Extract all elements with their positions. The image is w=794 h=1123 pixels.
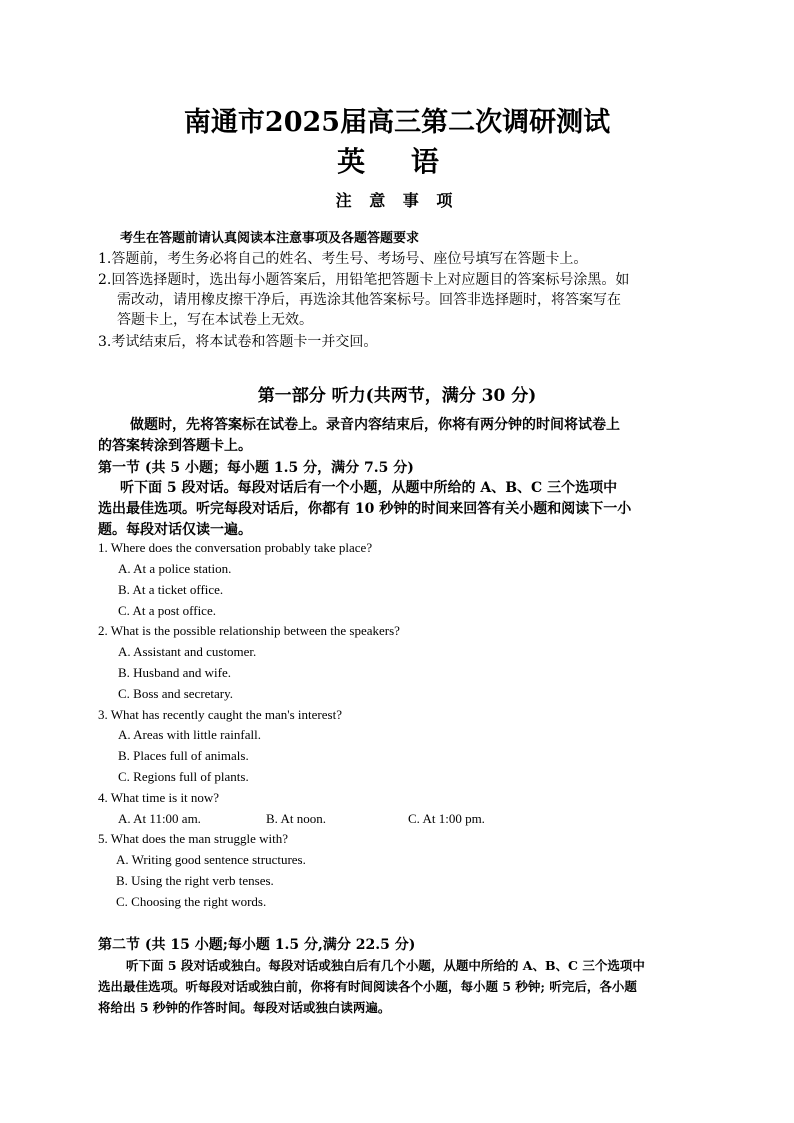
notice-heading: 考生在答题前请认真阅读本注意事项及各题答题要求 bbox=[120, 231, 420, 246]
section-2-instruction-line-3: 将给出 5 秒钟的作答时间。每段对话或独白读两遍。 bbox=[98, 1000, 391, 1015]
notice-item-1: 1.答题前，考生务必将自己的姓名、考生号、考场号、座位号填写在答题卡上。 bbox=[98, 251, 588, 267]
question-2-option-a: A. Assistant and customer. bbox=[118, 644, 257, 659]
part-1-title: 第一部分 听力(共两节，满分 30 分) bbox=[257, 386, 537, 406]
question-1-option-a: A. At a police station. bbox=[118, 561, 232, 576]
question-5-option-a: A. Writing good sentence structures. bbox=[116, 852, 306, 867]
exam-title: 南通市2025届高三第二次调研测试 bbox=[183, 107, 611, 138]
question-1-option-b: B. At a ticket office. bbox=[118, 582, 224, 597]
question-1-option-c: C. At a post office. bbox=[118, 603, 216, 618]
section-1-instruction-line-1: 听下面 5 段对话。每段对话后有一个小题，从题中所给的 A、B、C 三个选项中 bbox=[120, 480, 618, 496]
question-5-option-b: B. Using the right verb tenses. bbox=[116, 873, 274, 888]
question-4-option-b: B. At noon. bbox=[266, 811, 326, 826]
question-3-option-c: C. Regions full of plants. bbox=[118, 769, 249, 784]
section-2-instruction-line-2: 选出最佳选项。听每段对话或独白前，你将有时间阅读各个小题，每小题 5 秒钟; 听完后，各小题 bbox=[98, 979, 637, 994]
question-3-option-b: B. Places full of animals. bbox=[118, 748, 249, 763]
notice-item-2-line-3: 答题卡上，写在本试卷上无效。 bbox=[117, 312, 313, 328]
section-1-instruction-line-2: 选出最佳选项。听完每段对话后，你都有 10 秒钟的时间来回答有关小题和阅读下一小 bbox=[98, 501, 632, 517]
question-4-option-a: A. At 11:00 am. bbox=[118, 811, 201, 826]
section-1-instruction-line-3: 题。每段对话仅读一遍。 bbox=[98, 522, 252, 538]
notice-item-2-line-2: 需改动，请用橡皮擦干净后，再选涂其他答案标号。回答非选择题时，将答案写在 bbox=[117, 292, 621, 308]
question-4: 4. What time is it now? bbox=[98, 790, 220, 805]
question-3-option-a: A. Areas with little rainfall. bbox=[118, 727, 261, 742]
notice-item-2-line-1: 2.回答选择题时，选出每小题答案后，用铅笔把答题卡上对应题目的答案标号涂黑。如 bbox=[98, 272, 630, 288]
part-1-intro-line-1: 做题时，先将答案标在试卷上。录音内容结束后，你将有两分钟的时间将试卷上 bbox=[130, 417, 620, 433]
question-4-option-c: C. At 1:00 pm. bbox=[408, 811, 485, 826]
question-3: 3. What has recently caught the man's interest? bbox=[98, 707, 342, 722]
section-2-instruction-line-1: 听下面 5 段对话或独白。每段对话或独白后有几个小题，从题中所给的 A、B、C 三个选项中 bbox=[126, 958, 645, 973]
part-1-intro-line-2: 的答案转涂到答题卡上。 bbox=[98, 438, 252, 454]
question-2: 2. What is the possible relationship between the speakers? bbox=[98, 623, 400, 638]
question-1: 1. Where does the conversation probably take place? bbox=[98, 540, 373, 555]
notice-item-3: 3.考试结束后，将本试卷和答题卡一并交回。 bbox=[98, 334, 378, 350]
question-5: 5. What does the man struggle with? bbox=[98, 831, 289, 846]
section-2-title: 第二节 (共 15 小题;每小题 1.5 分,满分 22.5 分) bbox=[98, 937, 416, 953]
question-2-option-b: B. Husband and wife. bbox=[118, 665, 232, 680]
subject-title: 英 语 bbox=[337, 145, 457, 178]
section-1-title: 第一节 (共 5 小题；每小题 1.5 分，满分 7.5 分) bbox=[98, 460, 414, 476]
notice-title: 注 意 事 项 bbox=[335, 191, 459, 210]
question-2-option-c: C. Boss and secretary. bbox=[118, 686, 234, 701]
question-5-option-c: C. Choosing the right words. bbox=[116, 894, 267, 909]
